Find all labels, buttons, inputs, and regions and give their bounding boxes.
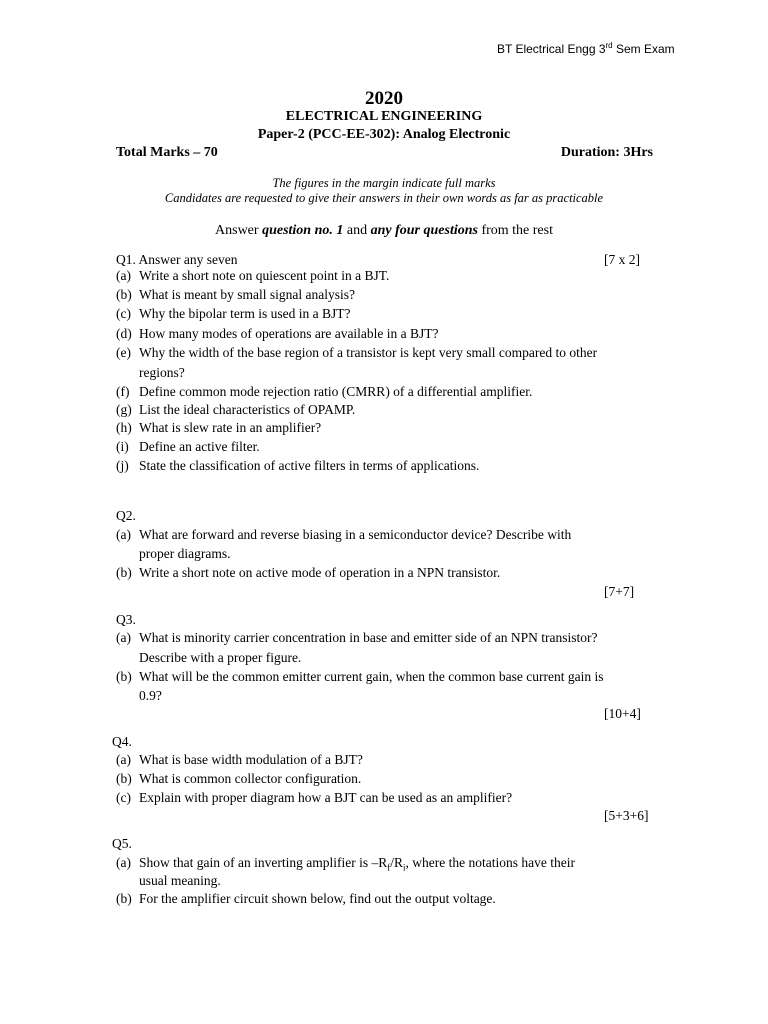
subscript: i — [402, 862, 406, 873]
q4-heading: Q4. — [112, 734, 132, 749]
item-text: State the classification of active filters in terms of applications. — [139, 458, 480, 473]
instruction-text: from the rest — [477, 223, 553, 238]
item-label: (e) — [116, 345, 131, 360]
item-label: (a) — [116, 855, 131, 870]
item-text: What is minority carrier concentration in base and emitter side of an NPN transistor? — [139, 630, 598, 645]
item-label: (f) — [116, 384, 130, 399]
q1-item-continuation: regions? — [139, 365, 185, 380]
q3-item-b-continuation: 0.9? — [139, 688, 162, 703]
item-text: Write a short note on quiescent point in a BJT. — [139, 268, 390, 283]
q2-marks: [7+7] — [604, 584, 635, 599]
total-marks: Total Marks – 70 — [116, 145, 218, 160]
marks-duration-row — [116, 145, 653, 161]
q3-item-a-continuation: Describe with a proper figure. — [139, 650, 302, 665]
item-label: (c) — [116, 790, 131, 805]
item-text: What is base width modulation of a BJT? — [139, 752, 363, 767]
q1-item — [116, 345, 597, 361]
item-label: (a) — [116, 527, 131, 542]
item-text: For the amplifier circuit shown below, find out the output voltage. — [139, 891, 496, 906]
exam-header — [497, 41, 675, 56]
item-text: Explain with proper diagram how a BJT can be used as an amplifier? — [139, 790, 513, 805]
paper-title: Paper-2 (PCC-EE-302): Analog Electronic — [257, 127, 511, 142]
item-text: Define common mode rejection ratio (CMRR) of a differential amplifier. — [139, 384, 533, 399]
q1-heading: Q1. Answer any seven — [116, 252, 238, 267]
exam-year: 2020 — [365, 88, 403, 109]
q1-item — [116, 384, 532, 400]
q2-item-a — [116, 527, 571, 543]
item-text: What is slew rate in an amplifier? — [139, 420, 322, 435]
q1-item — [116, 420, 321, 436]
instruction — [0, 223, 768, 239]
q4-item-a — [116, 752, 363, 768]
instruction-emphasis: question no. 1 — [262, 223, 344, 238]
q1-item — [116, 458, 479, 474]
item-text: How many modes of operations are available in a BJT? — [139, 326, 439, 341]
item-text: Why the width of the base region of a transistor is kept very small compared to other — [139, 345, 598, 360]
exam-header-prefix: BT Electrical Engg 3 — [497, 42, 606, 56]
item-label: (b) — [116, 891, 132, 906]
item-label: (d) — [116, 326, 132, 341]
item-label: (i) — [116, 439, 129, 454]
item-text: , where the notations have their — [405, 855, 575, 870]
item-text: Define an active filter. — [139, 439, 260, 454]
q5-item-b — [116, 891, 496, 907]
note-own-words: Candidates are requested to give their answers in their own words as far as practicable — [164, 191, 604, 205]
q4-item-b — [116, 771, 361, 787]
item-text: List the ideal characteristics of OPAMP. — [139, 402, 356, 417]
q3-item-a — [116, 630, 597, 646]
q5-item-a — [116, 855, 575, 873]
item-label: (h) — [116, 420, 132, 435]
q5-item-a-continuation: usual meaning. — [139, 873, 221, 888]
item-label: (g) — [116, 402, 132, 417]
instruction-text: and — [343, 223, 371, 238]
q5-heading: Q5. — [112, 836, 132, 851]
q3-marks: [10+4] — [604, 706, 641, 721]
item-label: (b) — [116, 771, 132, 786]
q1-item — [116, 326, 439, 342]
department-title: ELECTRICAL ENGINEERING — [285, 109, 483, 124]
note-marks: The figures in the margin indicate full marks — [272, 176, 496, 190]
item-text: Why the bipolar term is used in a BJT? — [139, 306, 351, 321]
item-text: Show that gain of an inverting amplifier is –R — [139, 855, 388, 870]
q2-item-a-continuation: proper diagrams. — [139, 546, 231, 561]
q1-item — [116, 402, 355, 418]
q3-item-b — [116, 669, 603, 685]
item-label: (a) — [116, 268, 131, 283]
item-text: Write a short note on active mode of operation in a NPN transistor. — [139, 565, 501, 580]
item-text: What is meant by small signal analysis? — [139, 287, 355, 302]
item-label: (b) — [116, 565, 132, 580]
duration: Duration: 3Hrs — [560, 145, 653, 160]
item-text: What are forward and reverse biasing in a semiconductor device? Describe with — [139, 527, 572, 542]
instruction-emphasis: any four questions — [370, 223, 478, 238]
item-text: /R — [390, 855, 403, 870]
item-label: (a) — [116, 752, 131, 767]
item-label: (b) — [116, 287, 132, 302]
item-label: (a) — [116, 630, 131, 645]
item-label: (b) — [116, 669, 132, 684]
instruction-text: Answer — [215, 223, 263, 238]
q4-marks: [5+3+6] — [604, 808, 649, 823]
item-label: (c) — [116, 306, 131, 321]
subscript: f — [387, 862, 391, 873]
q4-item-c — [116, 790, 512, 806]
q1-item — [116, 306, 350, 322]
q1-item — [116, 287, 355, 303]
q2-heading: Q2. — [116, 508, 136, 523]
item-label: (j) — [116, 458, 129, 473]
q1-marks: [7 x 2] — [604, 252, 640, 267]
exam-header-sup: rd — [605, 41, 613, 50]
exam-header-suffix: Sem Exam — [612, 42, 675, 56]
item-text: What will be the common emitter current gain, when the common base current gain is — [139, 669, 604, 684]
q1-item — [116, 268, 389, 284]
q1-item — [116, 439, 260, 455]
q2-item-b — [116, 565, 500, 581]
item-text: What is common collector configuration. — [139, 771, 362, 786]
q3-heading: Q3. — [116, 612, 136, 627]
